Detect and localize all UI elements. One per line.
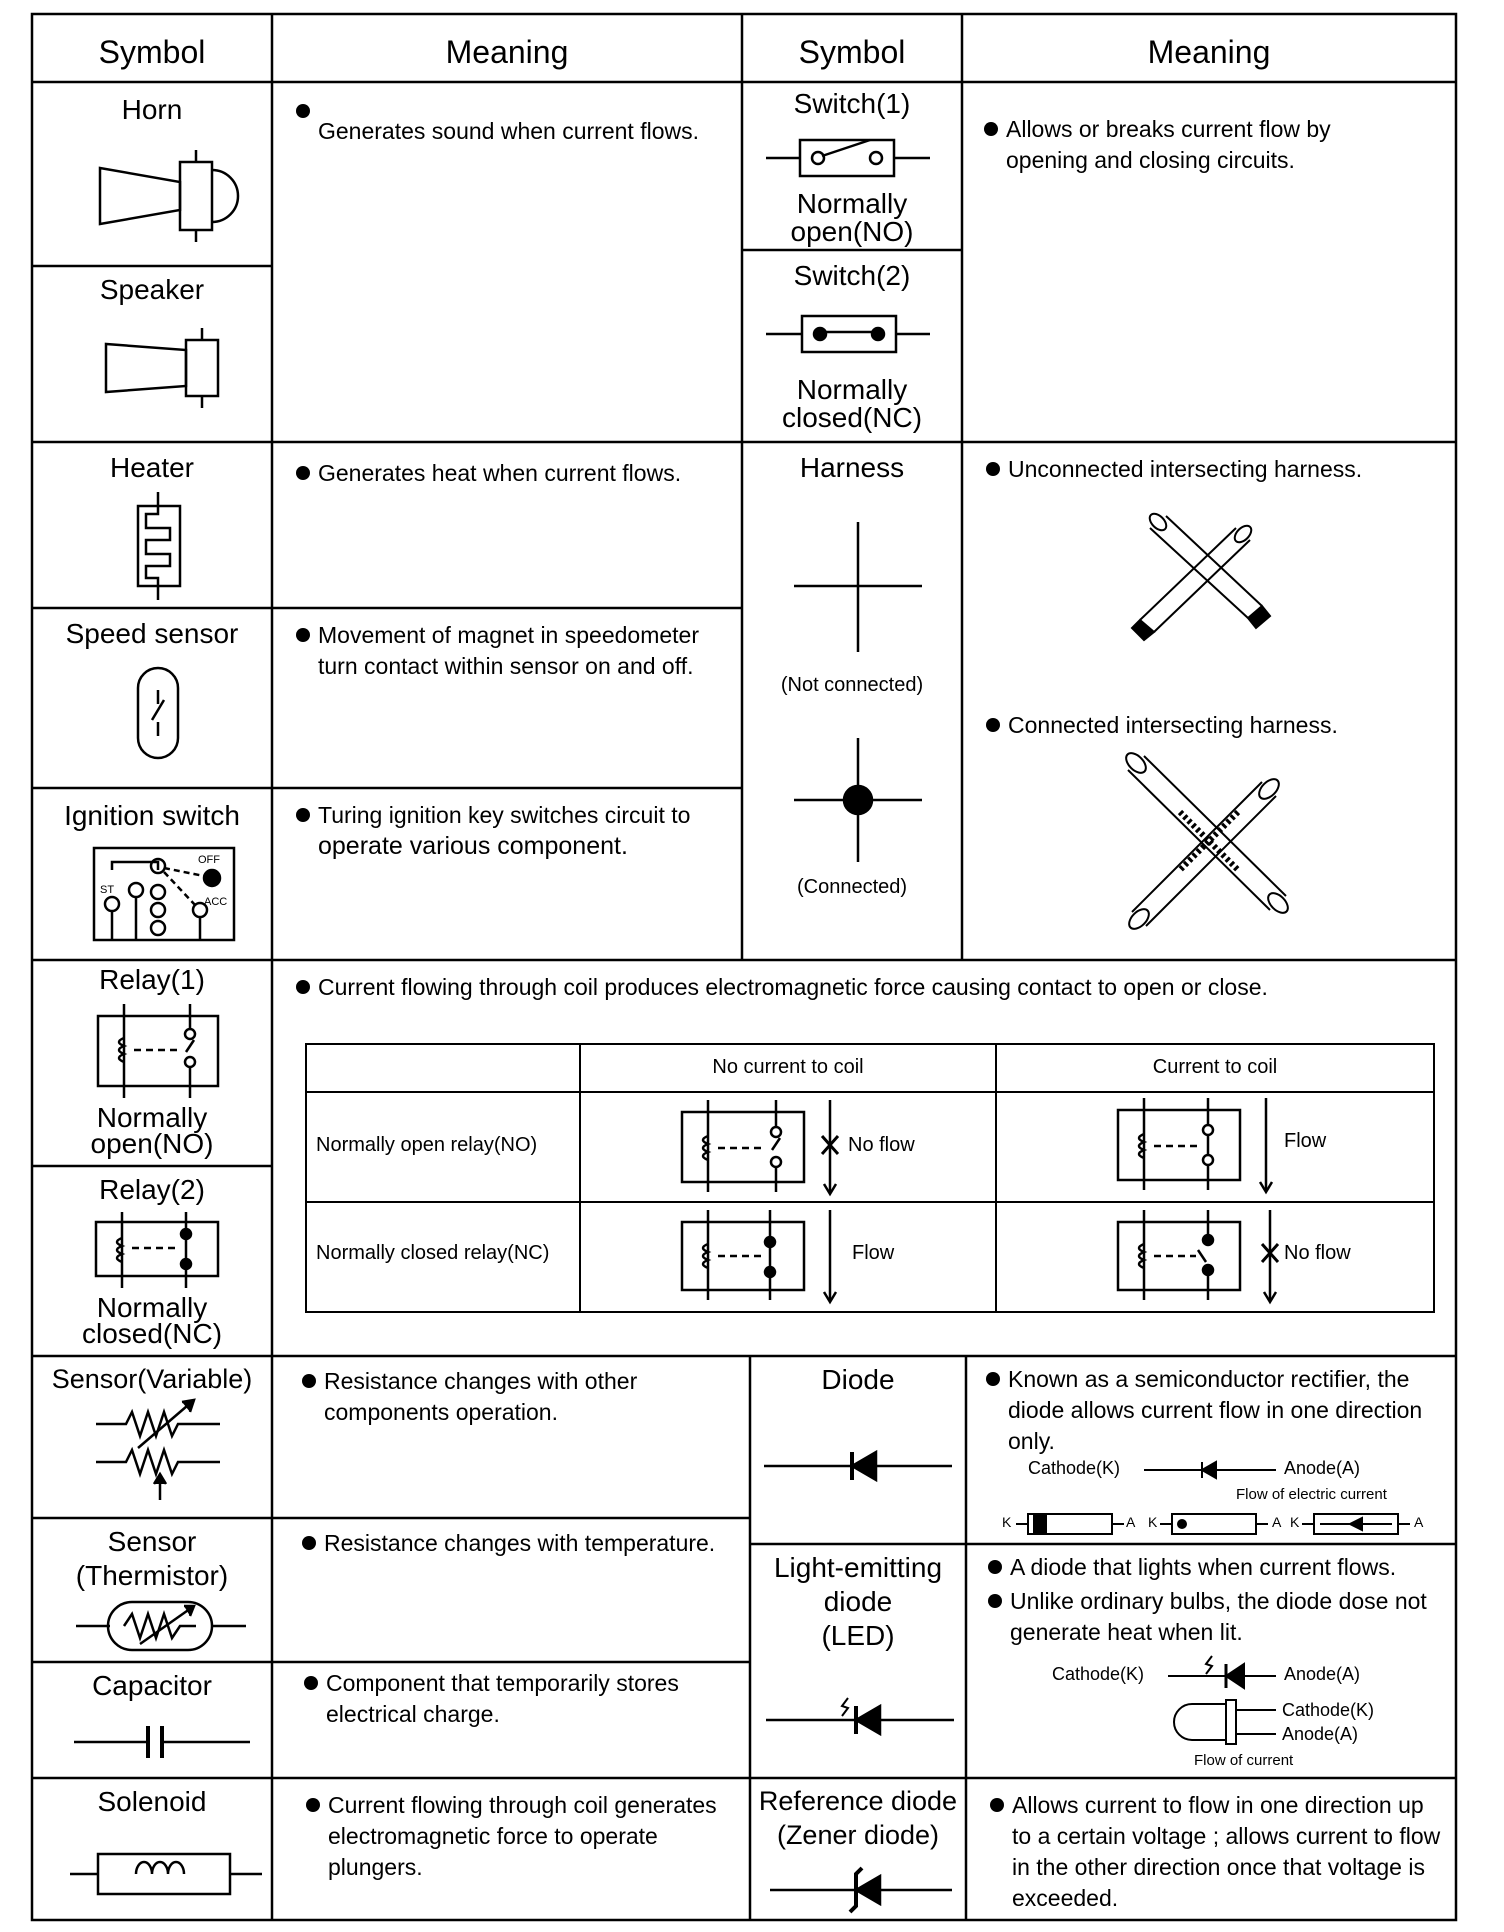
sensor-variable-meaning-text: Resistance changes with other components operation. <box>324 1368 638 1425</box>
switch-normally-closed-icon <box>766 316 930 352</box>
ignition-switch-label: Ignition switch <box>64 800 240 831</box>
zener-meaning <box>1012 1790 1446 1914</box>
harness-label: Harness <box>799 452 905 483</box>
relay-no-current-caption: Flow <box>1284 1130 1327 1152</box>
led-meaning-2-text: Unlike ordinary bulbs, the diode dose not generate heat when lit. <box>1010 1588 1427 1645</box>
led-anode-label: Anode(A) <box>1284 1664 1361 1684</box>
led-label-3: (LED) <box>821 1620 895 1651</box>
zener-label-1: Reference diode <box>758 1786 958 1816</box>
thermistor-label-1: Sensor <box>107 1526 197 1557</box>
unconnected-wires-illustration <box>1132 511 1270 640</box>
diode-a-label-1: A <box>1126 1514 1136 1530</box>
switch2-label: Switch(2) <box>793 260 911 291</box>
relay-normally-open-icon <box>98 1004 218 1098</box>
horn-speaker-meaning-text: Generates sound when current flows. <box>318 118 699 144</box>
relay-no-with-current-icon <box>1118 1098 1272 1192</box>
switch1-sub2: open(NO) <box>790 216 914 247</box>
harness-meaning-connected-text: Connected intersecting harness. <box>1008 712 1338 738</box>
thermistor-label-2: (Thermistor) <box>75 1560 229 1591</box>
bullet-icon <box>296 808 310 822</box>
heater-meaning-text: Generates heat when current flows. <box>318 460 682 486</box>
bullet-icon <box>296 628 310 642</box>
header-meaning-2: Meaning <box>1147 34 1271 70</box>
capacitor-meaning-text: Component that temporarily stores electrical charge. <box>326 1670 679 1727</box>
solenoid-label: Solenoid <box>97 1786 207 1817</box>
header-symbol-1: Symbol <box>98 34 206 70</box>
ignition-acc-label: ACC <box>204 896 228 908</box>
relay-no-no-current-caption: No flow <box>848 1134 915 1156</box>
speed-sensor-meaning-text: Movement of magnet in speedometer turn contact within sensor on and off. <box>318 622 699 679</box>
bullet-icon <box>306 1798 320 1812</box>
horn-speaker-meaning <box>318 116 738 147</box>
speed-sensor-meaning <box>318 620 738 682</box>
diode-k-label-2: K <box>1148 1514 1158 1530</box>
diode-k-label-1: K <box>1002 1514 1012 1530</box>
relay-row-nc: Normally closed relay(NC) <box>316 1242 550 1264</box>
horn-label: Horn <box>121 94 183 125</box>
sensor-variable-label: Sensor(Variable) <box>51 1364 253 1394</box>
harness-not-connected-caption: (Not connected) <box>780 674 924 696</box>
relay-nc-with-current-icon <box>1118 1210 1278 1302</box>
relay-nc-no-current-icon <box>682 1210 836 1302</box>
diode-meaning-text: Known as a semiconductor rectifier, the diode allows current flow in one direction only. <box>1008 1366 1423 1454</box>
relay2-sub1: Normally <box>96 1292 208 1323</box>
relay1-sub1: Normally <box>96 1102 208 1133</box>
relay1-label: Relay(1) <box>99 964 205 995</box>
harness-not-connected-icon <box>794 522 922 652</box>
led-meaning-1 <box>1010 1552 1450 1583</box>
led-cathode-label-2: Cathode(K) <box>1282 1700 1375 1720</box>
switch-meaning-text: Allows or breaks current flow by opening and closing circuits. <box>1006 116 1331 173</box>
ignition-switch-meaning <box>318 800 738 862</box>
harness-meaning-unconnected-text: Unconnected intersecting harness. <box>1008 456 1363 482</box>
diode-meaning <box>1008 1364 1438 1457</box>
sensor-variable-meaning <box>324 1366 724 1428</box>
horn-icon <box>100 150 238 242</box>
led-cathode-label: Cathode(K) <box>1052 1664 1145 1684</box>
zener-diode-icon <box>770 1868 952 1912</box>
capacitor-label: Capacitor <box>92 1670 212 1701</box>
relay-nc-no-current-caption: Flow <box>852 1242 895 1264</box>
header-symbol-2: Symbol <box>798 34 906 70</box>
led-label-1: Light-emitting <box>773 1552 943 1583</box>
capacitor-meaning <box>326 1668 736 1730</box>
diode-icon <box>764 1452 952 1480</box>
header-meaning-1: Meaning <box>445 34 569 70</box>
relay-meaning <box>318 972 1438 1003</box>
relay2-label: Relay(2) <box>99 1174 205 1205</box>
diode-anode-label: Anode(A) <box>1284 1458 1361 1478</box>
harness-meaning-unconnected <box>1008 454 1438 485</box>
bullet-icon <box>990 1798 1004 1812</box>
relay1-sub2: open(NO) <box>90 1128 214 1159</box>
led-label-2: diode <box>823 1586 893 1617</box>
speaker-icon <box>106 328 218 408</box>
bullet-icon <box>296 980 310 994</box>
heater-meaning <box>318 458 728 489</box>
switch2-sub2: closed(NC) <box>781 402 923 433</box>
led-meaning-2 <box>1010 1586 1440 1648</box>
harness-connected-icon <box>794 738 922 862</box>
diode-flow-caption: Flow of electric current <box>1236 1486 1387 1503</box>
variable-resistor-icon <box>96 1400 220 1500</box>
switch1-label: Switch(1) <box>793 88 911 119</box>
relay-nc-current-caption: No flow <box>1284 1242 1351 1264</box>
bullet-icon <box>296 104 310 118</box>
led-flow-caption: Flow of current <box>1194 1752 1294 1769</box>
zener-meaning-text: Allows current to flow in one direction up to a certain voltage ; allows current to flow in the other direction once that voltage is exceeded. <box>1012 1792 1441 1911</box>
led-icon <box>766 1698 954 1734</box>
thermistor-meaning-text: Resistance changes with temperature. <box>324 1530 716 1556</box>
diode-label: Diode <box>821 1364 895 1395</box>
bullet-icon <box>988 1594 1002 1608</box>
speed-sensor-label: Speed sensor <box>65 618 239 649</box>
solenoid-meaning-text: Current flowing through coil generates electromagnetic force to operate plungers. <box>328 1792 717 1880</box>
diode-a-label-3: A <box>1414 1514 1424 1530</box>
diode-k-label-3: K <box>1290 1514 1300 1530</box>
ignition-off-label: OFF <box>198 854 220 866</box>
bullet-icon <box>304 1676 318 1690</box>
solenoid-meaning <box>328 1790 738 1883</box>
ignition-meaning-line2: operate various component. <box>318 832 628 860</box>
ignition-st-label: ST <box>100 884 115 896</box>
relay-no-no-current-icon <box>682 1100 838 1194</box>
connected-wires-illustration <box>1123 750 1292 933</box>
relay-row-no: Normally open relay(NO) <box>316 1134 538 1156</box>
switch-meaning <box>1006 114 1406 176</box>
relay-meaning-text: Current flowing through coil produces electromagnetic force causing contact to open or close. <box>318 974 1268 1000</box>
harness-meaning-connected <box>1008 710 1438 741</box>
thermistor-icon <box>76 1602 246 1650</box>
switch2-sub1: Normally <box>796 374 908 405</box>
bullet-icon <box>296 466 310 480</box>
relay-normally-closed-icon <box>96 1212 218 1288</box>
led-anode-label-2: Anode(A) <box>1282 1724 1359 1744</box>
bullet-icon <box>986 462 1000 476</box>
bullet-icon <box>984 122 998 136</box>
relay-col-current: Current to coil <box>1152 1056 1278 1078</box>
speed-sensor-icon <box>138 668 178 758</box>
diode-cathode-label: Cathode(K) <box>1028 1458 1121 1478</box>
capacitor-icon <box>74 1726 250 1758</box>
harness-connected-caption: (Connected) <box>796 876 908 898</box>
thermistor-meaning <box>324 1528 724 1559</box>
relay-col-no-current: No current to coil <box>712 1056 864 1078</box>
led-meaning-1-text: A diode that lights when current flows. <box>1010 1554 1397 1580</box>
bullet-icon <box>988 1560 1002 1574</box>
diode-a-label-2: A <box>1272 1514 1282 1530</box>
zener-label-2: (Zener diode) <box>776 1820 940 1850</box>
speaker-label: Speaker <box>99 274 205 305</box>
relay2-sub2: closed(NC) <box>81 1318 223 1349</box>
led-small-icon <box>1168 1656 1276 1744</box>
switch1-sub1: Normally <box>796 188 908 219</box>
bullet-icon <box>302 1536 316 1550</box>
bullet-icon <box>302 1374 316 1388</box>
switch-normally-open-icon <box>766 140 930 176</box>
heater-icon <box>138 492 180 600</box>
ignition-meaning-line1: Turing ignition key switches circuit to <box>318 802 691 828</box>
bullet-icon <box>986 1372 1000 1386</box>
solenoid-icon <box>70 1854 262 1894</box>
bullet-icon <box>986 718 1000 732</box>
heater-label: Heater <box>109 452 195 483</box>
